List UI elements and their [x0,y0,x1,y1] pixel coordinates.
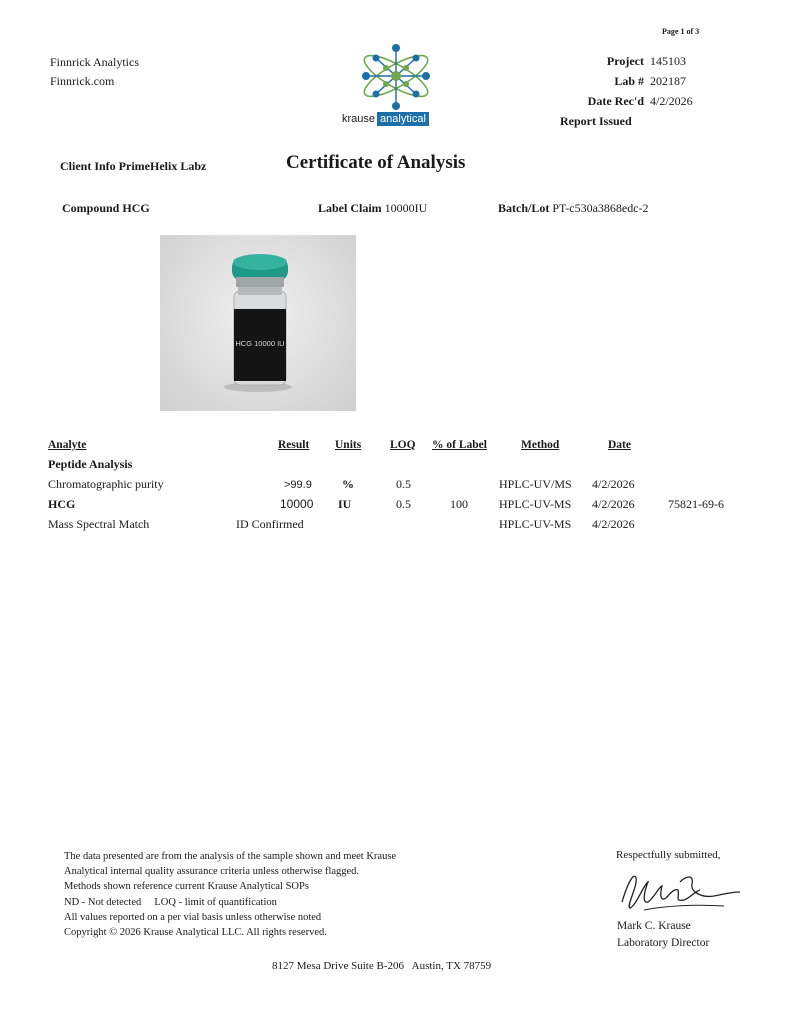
atom-logo-icon [340,40,452,112]
client-company-name: Finnrick Analytics [50,55,139,69]
col-header-loq: LOQ [390,439,416,451]
footer-note-line: Methods shown reference current Krause Analytical SOPs [64,881,309,893]
footer-note-line: The data presented are from the analysis of the sample shown and meet Krause [64,851,397,862]
table-row-3-date: 4/2/2026 [592,517,635,531]
col-header-result: Result [278,439,310,451]
date-received-row [560,94,740,114]
footer-notes [64,849,396,940]
label-claim-label: Label Claim [318,201,382,215]
signer-title: Laboratory Director [617,937,710,949]
signer-name: Mark C. Krause [617,920,691,932]
compound-value: HCG [122,201,150,215]
col-header-analyte: Analyte [48,439,87,451]
table-row-1-loq: 0.5 [396,477,411,491]
logo-word-analytical: analytical [377,112,429,126]
table-row-3-method: HPLC-UV-MS [499,517,572,531]
table-row-1-units: % [342,477,354,491]
footer-note-line: Analytical internal quality assurance criteria unless otherwise flagged. [64,866,360,878]
project-row [560,54,740,74]
col-header-units: Units [335,439,362,451]
logo-word-krause: krause [342,113,376,125]
report-issued-label: Report Issued [560,114,632,128]
signature-image [614,862,744,918]
logo-wordmark [342,112,429,126]
col-header-date: Date [608,439,631,451]
table-row-1-analyte: Chromatographic purity [48,477,164,491]
label-claim-field [318,201,427,216]
footer-note-line: ND - Not detected LOQ - limit of quantification [64,896,277,908]
table-row-2-result: 10000 [280,497,314,511]
date-received-label: Date Rec'd [587,94,644,108]
report-meta [560,54,740,134]
project-number: 145103 [650,54,686,68]
client-website: Finnrick.com [50,74,115,88]
table-row-1-date: 4/2/2026 [592,477,635,491]
compound-label: Compound [62,201,120,215]
client-info-value: PrimeHelix Labz [118,159,207,173]
vial-image [160,235,356,411]
table-row-2-pct-label: 100 [450,497,468,511]
table-row-1-method: HPLC-UV/MS [499,477,572,491]
date-received-value: 4/2/2026 [650,94,693,108]
lab-number: 202187 [650,74,686,88]
footer-note-line: Copyright © 2026 Krause Analytical LLC. All rights reserved. [64,927,327,939]
krause-analytical-logo [340,40,452,132]
lab-address: 8127 Mesa Drive Suite B-206 Austin, TX 78759 [272,960,492,972]
table-row-1-result: >99.9 [284,479,312,491]
label-claim-value: 10000IU [384,201,428,215]
batch-lot-label: Batch/Lot [498,201,550,215]
page-title: Certificate of Analysis [286,152,466,173]
vial-label-text: HCG 10000 IU [235,339,285,348]
client-info [60,159,206,174]
table-row-2-loq: 0.5 [396,497,411,511]
client-info-label: Client Info [60,159,116,173]
project-label: Project [606,54,644,68]
table-row-3-analyte: Mass Spectral Match [48,517,150,531]
table-row-2-method: HPLC-UV-MS [499,497,572,511]
batch-lot-value: PT-c530a3868edc-2 [552,201,649,215]
handwritten-signature-icon [614,862,744,918]
table-row-2-date: 4/2/2026 [592,497,635,511]
page-number: Page 1 of 3 [662,27,700,36]
lab-row [560,74,740,94]
sample-vial-photo [160,235,356,411]
report-issued-row [560,114,740,134]
col-header-method: Method [521,439,560,451]
section-peptide-analysis: Peptide Analysis [48,457,133,471]
table-row-2-cas: 75821-69-6 [668,497,724,511]
table-row-2-analyte: HCG [48,497,76,511]
lab-label: Lab # [614,74,644,88]
footer-note-line: All values reported on a per vial basis unless otherwise noted [64,911,322,923]
col-header-pct-label: % of Label [432,439,487,451]
compound-field [62,201,150,216]
table-row-2-units: IU [338,497,352,511]
signoff-text: Respectfully submitted, [616,849,721,861]
table-row-3-result: ID Confirmed [236,517,304,531]
batch-lot-field [498,201,649,216]
